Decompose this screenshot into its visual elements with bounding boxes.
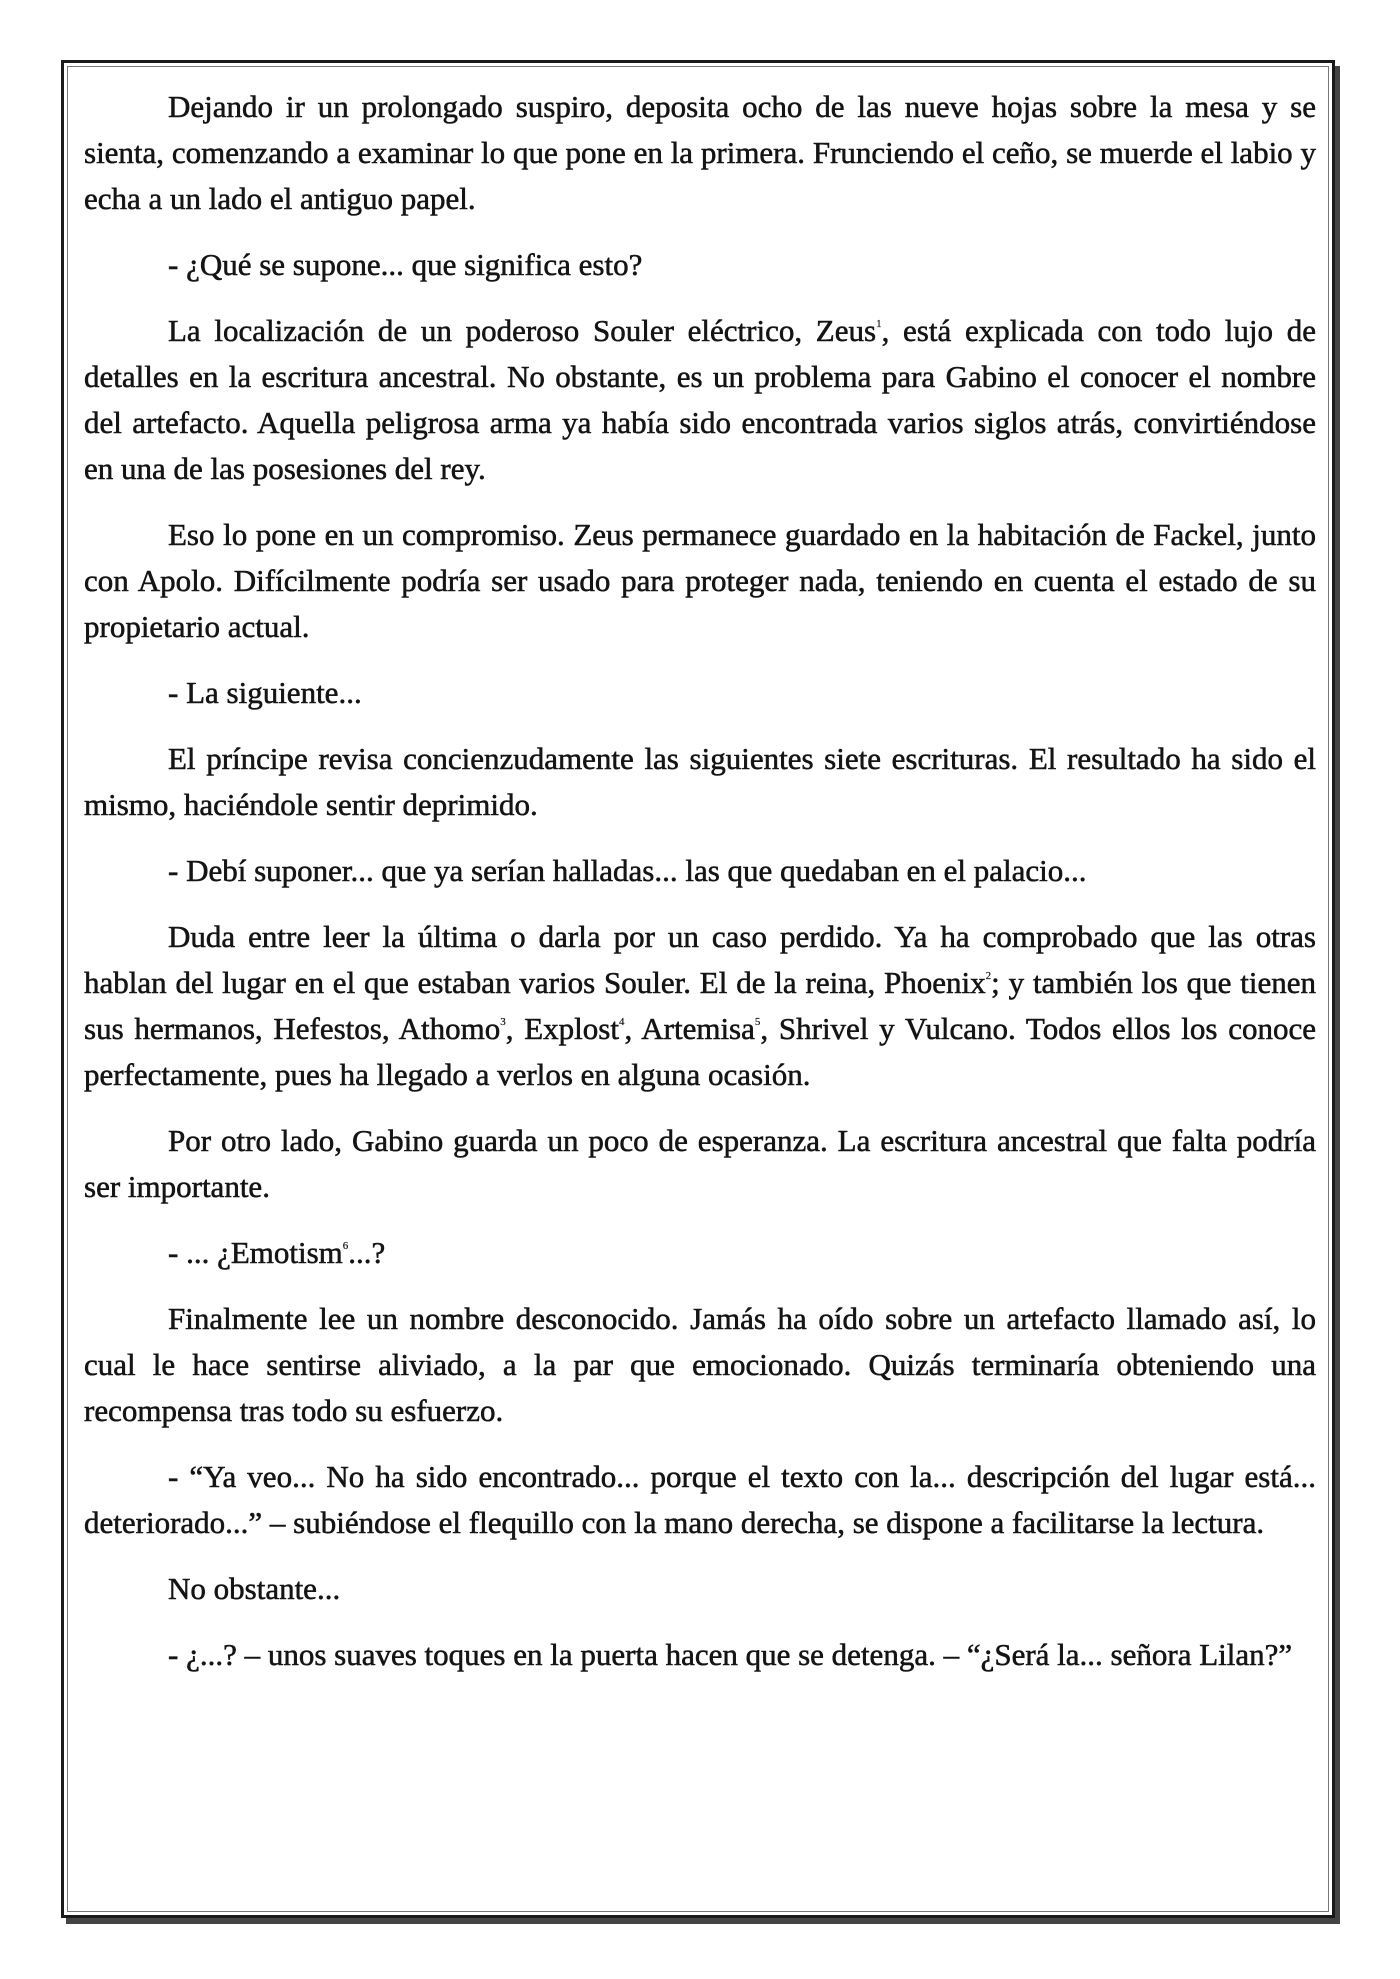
text-run: - ... ¿Emotism	[168, 1235, 343, 1270]
dialogue-line: - La siguiente...	[168, 675, 362, 710]
text-run: , está explicada con todo lujo de detalles en la escritura ancestral. No obstante, es un problema para Gabino el conocer el nombre del artefacto. Aquella peligrosa arma ya había sido encontrada varios siglos atrás, convirtiéndose en una de las posesiones del rey.	[84, 313, 1316, 486]
text-run: , Explost	[505, 1011, 619, 1046]
paragraph: No obstante...	[168, 1571, 341, 1606]
paragraph: El príncipe revisa concienzudamente las siguientes siete escrituras. El resultado ha sido el mismo, haciéndole sentir deprimido.	[84, 741, 1316, 822]
text-run: Duda entre leer la última o darla por un caso perdido. Ya ha comprobado que las otras hablan del lugar en el que estaban varios Souler. El de la reina, Phoenix	[84, 919, 1316, 1000]
footnote-marker: 6	[342, 1240, 349, 1252]
text-run: ; y también los que tienen sus hermanos, Hefestos, Athomo	[84, 965, 1316, 1046]
paragraph: Finalmente lee un nombre desconocido. Jamás ha oído sobre un artefacto llamado así, lo cual le hace sentirse aliviado, a la par que emocionado. Quizás terminaría obteniendo una recompensa tras todo su esfuerzo.	[84, 1301, 1316, 1428]
dialogue-line: - ¿Qué se supone... que significa esto?	[168, 247, 643, 282]
text-run: , Artemisa	[624, 1011, 755, 1046]
paragraph: Por otro lado, Gabino guarda un poco de esperanza. La escritura ancestral que falta podría ser importante.	[84, 1123, 1316, 1204]
paragraph: Dejando ir un prolongado suspiro, deposita ocho de las nueve hojas sobre la mesa y se sienta, comenzando a examinar lo que pone en la primera. Frunciendo el ceño, se muerde el labio y echa a un lado el antiguo papel.	[84, 89, 1316, 216]
text-run: ...?	[348, 1235, 386, 1270]
dialogue-paragraph: - “Ya veo... No ha sido encontrado... porque el texto con la... descripción del lugar está... deteriorado...” – subiéndose el flequillo con la mano derecha, se dispone a facilitarse la lectura.	[84, 1459, 1316, 1540]
footnote-marker: 1	[876, 318, 882, 330]
footnote-marker: 5	[754, 1016, 761, 1028]
paragraph	[84, 914, 1316, 1098]
dialogue-paragraph: - ¿...? – unos suaves toques en la puerta hacen que se detenga. – “¿Será la... señora Lilan?”	[168, 1637, 1293, 1672]
dialogue-line	[84, 1230, 1316, 1276]
footnote-marker: 2	[985, 970, 992, 982]
text-run: , Shrivel y Vulcano. Todos ellos los conoce perfectamente, pues ha llegado a verlos en alguna ocasión.	[84, 1011, 1316, 1092]
paragraph	[84, 308, 1316, 492]
footnote-marker: 3	[500, 1016, 506, 1028]
footnote-marker: 4	[618, 1016, 625, 1028]
paragraph: Eso lo pone en un compromiso. Zeus permanece guardado en la habitación de Fackel, junto con Apolo. Difícilmente podría ser usado para proteger nada, teniendo en cuenta el estado de su propietario actual.	[84, 517, 1316, 644]
text-run: La localización de un poderoso Souler eléctrico, Zeus	[168, 313, 877, 348]
document-body	[84, 84, 1316, 1698]
dialogue-line: - Debí suponer... que ya serían halladas... las que quedaban en el palacio...	[168, 853, 1087, 888]
